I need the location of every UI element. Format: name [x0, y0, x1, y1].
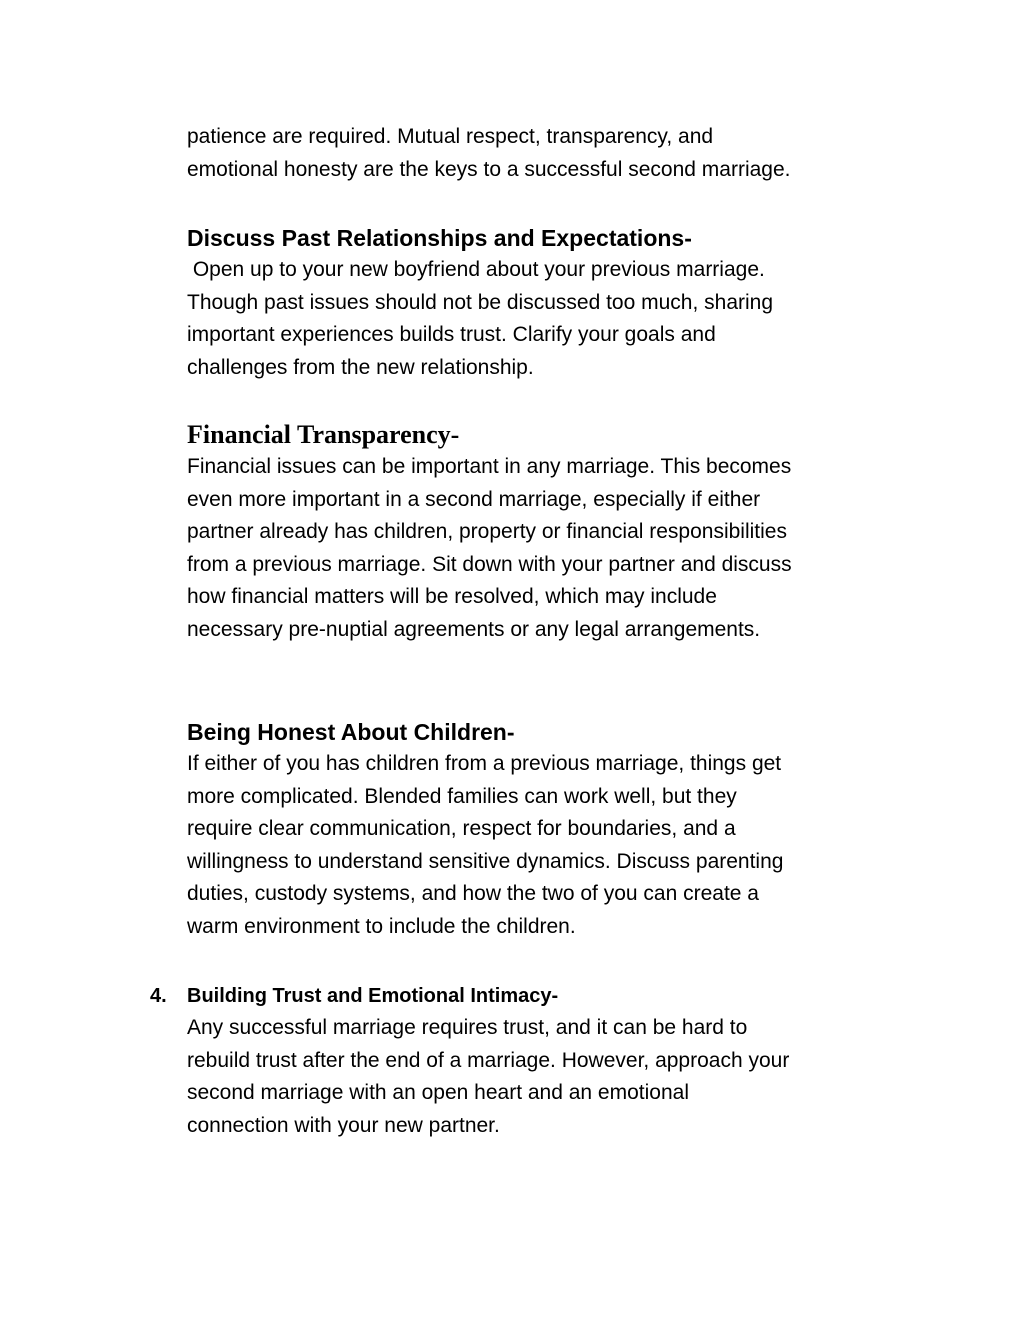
intro-line: patience are required. Mutual respect, transparency, and: [187, 125, 714, 148]
section-heading: Being Honest About Children-: [187, 719, 515, 745]
section-line: warm environment to include the children.: [187, 914, 576, 938]
section-line: require clear communication, respect for boundaries, and a: [187, 817, 736, 841]
section-heading: Discuss Past Relationships and Expectations-: [187, 225, 692, 251]
section-past-relationships: [187, 222, 927, 384]
section-building-trust: [187, 980, 927, 1142]
section-heading: Building Trust and Emotional Intimacy-: [187, 985, 559, 1007]
section-line: even more important in a second marriage, especially if either: [187, 487, 761, 511]
section-honest-children: [187, 716, 927, 944]
section-line: connection with your new partner.: [187, 1113, 500, 1137]
intro-line: emotional honesty are the keys to a successful second marriage.: [187, 157, 791, 181]
section-line: necessary pre-nuptial agreements or any legal arrangements.: [187, 617, 761, 641]
list-number: 4.: [150, 985, 167, 1007]
section-line: challenges from the new relationship.: [187, 355, 534, 379]
intro-paragraph: [187, 121, 927, 186]
section-financial-transparency: [187, 419, 927, 647]
section-line: more complicated. Blended families can work well, but they: [187, 784, 737, 808]
section-line: duties, custody systems, and how the two of you can create a: [187, 882, 759, 906]
section-line: second marriage with an open heart and an emotional: [187, 1081, 689, 1105]
section-line: partner already has children, property or financial responsibilities: [187, 520, 787, 544]
section-line: from a previous marriage. Sit down with your partner and discuss: [187, 552, 792, 576]
section-line: rebuild trust after the end of a marriage. However, approach your: [187, 1048, 790, 1072]
section-line: Though past issues should not be discussed too much, sharing: [187, 290, 774, 314]
section-line: If either of you has children from a previous marriage, things get: [187, 752, 782, 775]
section-line: Financial issues can be important in any marriage. This becomes: [187, 455, 792, 478]
section-heading: Financial Transparency-: [187, 420, 460, 449]
section-line: Open up to your new boyfriend about your previous marriage.: [187, 258, 765, 281]
section-line: important experiences builds trust. Clarify your goals and: [187, 323, 716, 347]
section-line: Any successful marriage requires trust, and it can be hard to: [187, 1016, 748, 1039]
section-line: how financial matters will be resolved, which may include: [187, 585, 717, 609]
section-line: willingness to understand sensitive dynamics. Discuss parenting: [187, 849, 784, 873]
